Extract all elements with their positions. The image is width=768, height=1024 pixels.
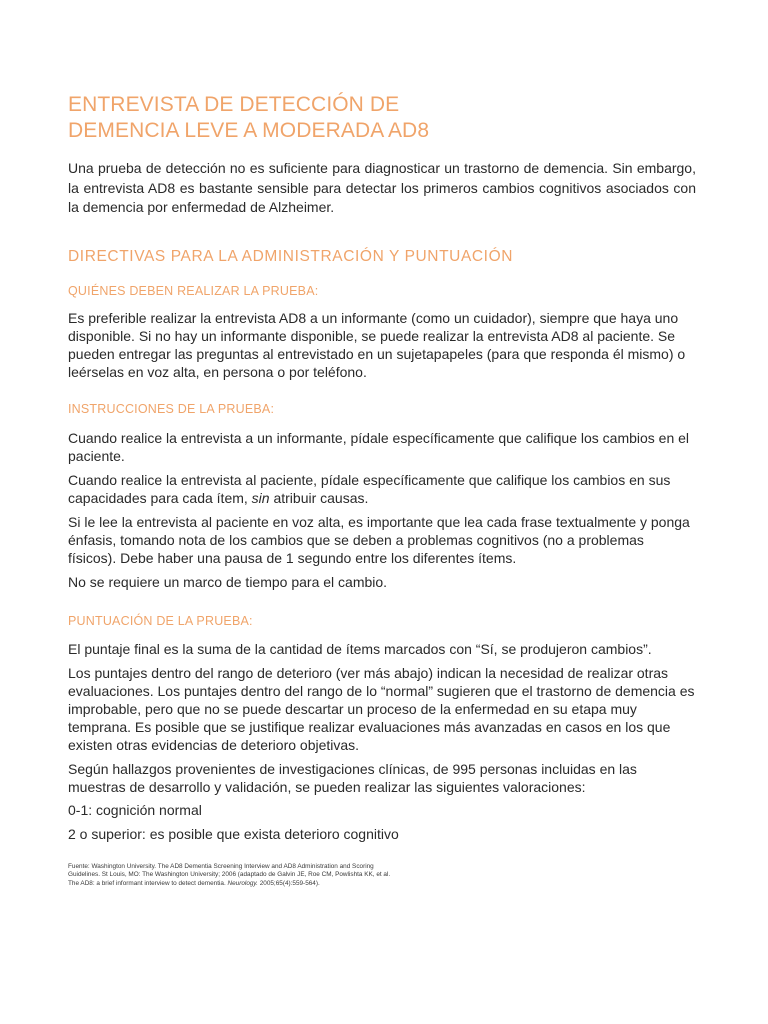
score-impairment: 2 o superior: es posible que exista deterioro cognitivo [68,825,399,842]
subsection-title-scoring: PUNTUACIÓN DE LA PRUEBA: [68,613,253,628]
scoring-paragraph-3: Según hallazgos provenientes de investigaciones clínicas, de 995 personas incluidas en las muestras de desarrollo y validación, se pueden realizar las siguientes valoraciones: [68,760,637,795]
source-citation [68,863,398,889]
instructions-paragraph-2 [68,471,696,507]
instructions-paragraph-2-italic: sin [251,489,270,506]
page-title [68,92,696,144]
instructions-paragraph-2-text: Cuando realice la entrevista al paciente, pídale específicamente que califique los cambios en sus capacidades para cada ítem, [68,471,671,506]
instructions-paragraph-3: Si le lee la entrevista al paciente en voz alta, es importante que lea cada frase textualmente y ponga énfasis, tomando nota de los cambios que se deben a problemas cognitivos (no a problemas físicos). Debe haber una pausa de 1 segundo entre los diferentes ítems. [68,513,690,566]
page-title-line-2: DEMENCIA LEVE A MODERADA AD8 [68,119,430,142]
instructions-paragraph-1: Cuando realice la entrevista a un informante, pídale específicamente que califique los cambios en el paciente. [68,429,690,464]
instructions-paragraph-4: No se requiere un marco de tiempo para el cambio. [68,573,388,590]
source-citation-text: Fuente: Washington University. The AD8 Dementia Screening Interview and AD8 Administration and Scoring Guidelines. St Louis, MO: The Washington University; 2006 (adaptado de Galvin JE, Roe CM, Powlishta KK, et al. The AD8: a brief informant interview to detect dementia. [68,862,391,887]
subsection-title-who: QUIÉNES DEBEN REALIZAR LA PRUEBA: [68,283,319,298]
who-paragraph: Es preferible realizar la entrevista AD8 a un informante (como un cuidador), siempre que haya uno disponible. Si no hay un informante disponible, se puede realizar la entrevista AD8 al paciente. Se pueden entregar las preguntas al entrevistado en un sujetapapeles (para que responda él mismo) o leérselas en voz alta, en persona o por teléfono. [68,309,686,380]
instructions-paragraph-2-end: atribuir causas. [269,489,369,506]
score-normal: 0-1: cognición normal [68,801,202,818]
page-title-line-1: ENTREVISTA DE DETECCIÓN DE [68,93,400,116]
document-page [68,92,696,888]
section-title-directives: DIRECTIVAS PARA LA ADMINISTRACIÓN Y PUNTUACIÓN [68,247,514,265]
subsection-title-instructions: INSTRUCCIONES DE LA PRUEBA: [68,401,275,416]
source-citation-end: 2005;65(4):559-564). [257,879,320,887]
source-journal: Neurology. [227,879,258,887]
intro-paragraph: Una prueba de detección no es suficiente para diagnosticar un trastorno de demencia. Sin embargo, la entrevista AD8 es bastante sensible para detectar los primeros cambios cognitivos asociados con la demencia por enfermedad de Alzheimer. [68,160,696,215]
scoring-paragraph-2: Los puntajes dentro del rango de deterioro (ver más abajo) indican la necesidad de realizar otras evaluaciones. Los puntajes dentro del rango de lo “normal” sugieren que el trastorno de demencia es improbable, pero que no se puede descartar un proceso de la enfermedad en su etapa muy temprana. Es posible que se justifique realizar evaluaciones más avanzadas en casos en los que existen otras evidencias de deterioro objetivas. [68,664,695,753]
scoring-paragraph-1: El puntaje final es la suma de la cantidad de ítems marcados con “Sí, se produjeron cambios”. [68,640,652,657]
